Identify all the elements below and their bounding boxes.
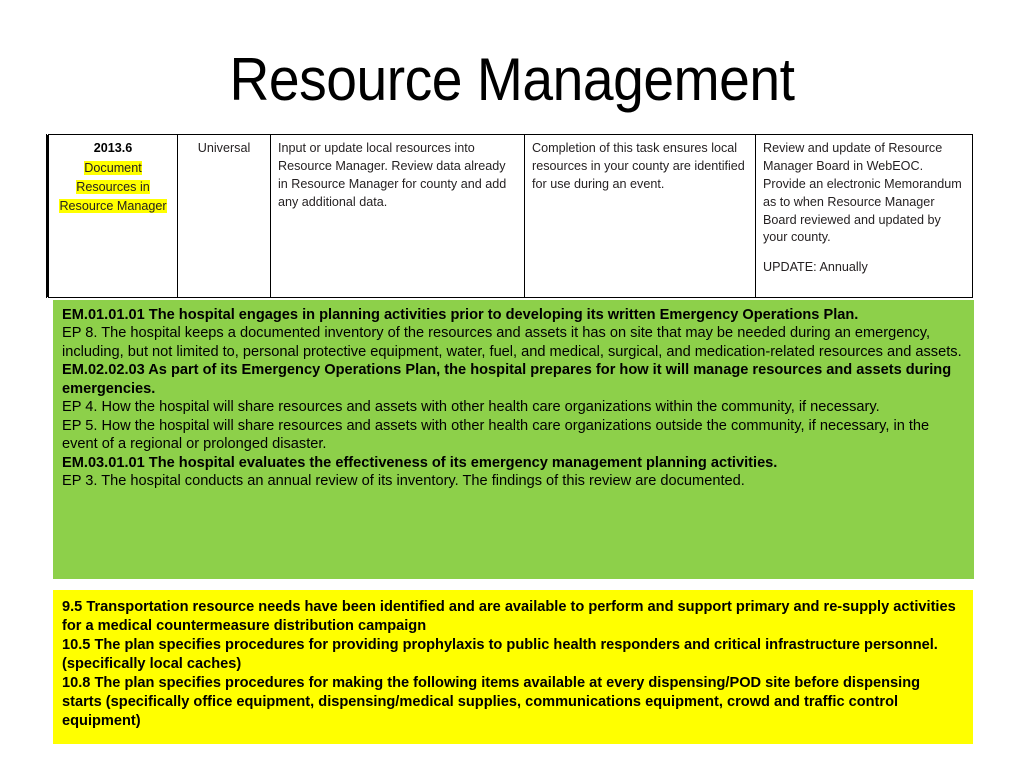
standard-element-text: EP 4. How the hospital will share resources and assets with other health care organizations within the community, if necessary. xyxy=(62,399,880,416)
cell-spacer xyxy=(763,247,965,259)
standard-element-text: EP 5. How the hospital will share resources and assets with other health care organizations outside the community, if necessary, in the event of a regional or prolonged disaster. xyxy=(62,417,930,453)
standard-element-text: EP 3. The hospital conducts an annual review of its inventory. The findings of this review are documented. xyxy=(62,473,745,490)
table-cell-scope xyxy=(178,135,271,297)
table-cell-action xyxy=(271,135,525,297)
outcome-value: Completion of this task ensures local resources in your county are identified for use during an event. xyxy=(532,141,745,191)
standard-heading: EM.01.01.01 The hospital engages in planning activities prior to developing its written Emergency Operations Plan. xyxy=(62,307,859,323)
standard-heading: EM.03.01.01 The hospital evaluates the effectiveness of its emergency management planning activities. xyxy=(62,454,778,471)
requirement-item: 10.5 The plan specifies procedures for providing prophylaxis to public health responders and critical infrastructure personnel. (specifically local caches) xyxy=(62,637,938,673)
capability-requirements-panel xyxy=(53,590,973,744)
requirement-item: 10.8 The plan specifies procedures for making the following items available at every dispensing/POD site before dispensing starts (specifically office equipment, dispensing/medical supplies, communications equipment, crowd and traffic control equipment) xyxy=(62,675,921,730)
standard-element-text: EP 8. The hospital keeps a documented inventory of the resources and assets it has on site that may be needed during an emergency, including, but not limited to, personal protective equipment, water, fuel, and medical, surgical, and medication-related resources and assets. xyxy=(62,325,962,360)
task-code-value: 2013.6 xyxy=(93,141,133,155)
page-title: Resource Management xyxy=(229,46,795,113)
requirement-item: 9.5 Transportation resource needs have been identified and are available to perform and support primary and re-supply activities for a medical countermeasure distribution campaign xyxy=(62,599,956,635)
joint-commission-standards-panel xyxy=(53,300,974,579)
table-cell-outcome xyxy=(525,135,756,297)
action-value: Input or update local resources into Resource Manager. Review data already in Resource Manager for county and add any additional data. xyxy=(278,141,507,209)
standard-heading: EM.02.02.03 As part of its Emergency Operations Plan, the hospital prepares for how it will manage resources and assets during emergencies. xyxy=(62,362,952,397)
table-cell-task-code xyxy=(49,135,178,297)
scope-value: Universal xyxy=(197,141,251,155)
task-table xyxy=(48,134,973,298)
deliverable-value: Review and update of Resource Manager Board in WebEOC. Provide an electronic Memorandum as to when Resource Manager Board reviewed and updated by your county. xyxy=(763,141,962,245)
task-name-highlighted: Document Resources in Resource Manager xyxy=(59,160,167,213)
update-frequency-value: UPDATE: Annually xyxy=(763,260,868,275)
table-cell-deliverable xyxy=(756,135,972,297)
